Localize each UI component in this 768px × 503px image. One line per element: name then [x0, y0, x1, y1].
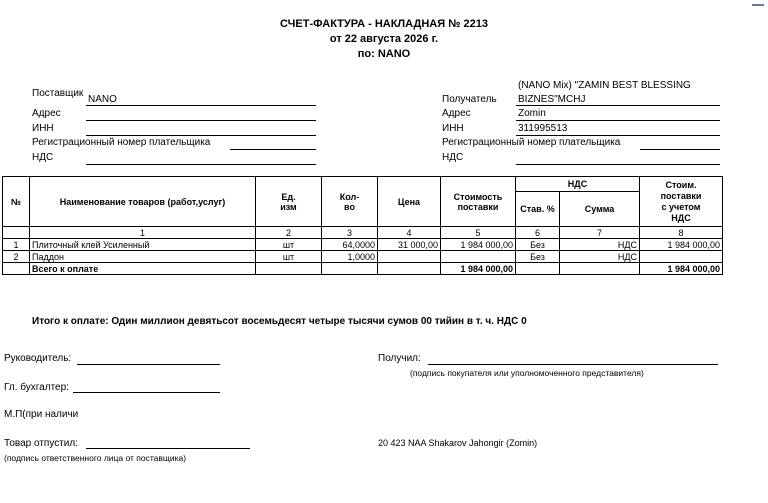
column-numbers-row	[3, 227, 723, 239]
recipient-vat-label: НДС	[442, 152, 464, 163]
row-cost: 1 984 000,00	[441, 239, 516, 251]
total-empty	[3, 263, 30, 275]
items-table	[2, 176, 723, 275]
recipient-name-line	[516, 105, 720, 106]
supplier-inn-line	[86, 135, 316, 136]
accountant-label: Гл. бухгалтер:	[4, 382, 69, 393]
stamp-label: М.П(при наличи	[4, 409, 79, 420]
row-name: Паддон	[30, 251, 256, 263]
header-price: Цена	[378, 177, 441, 227]
recipient-address-label: Адрес	[442, 108, 471, 119]
supplier-label: Поставщик	[32, 88, 84, 99]
colnum-1: 1	[30, 227, 256, 239]
released-signature-line	[86, 448, 250, 449]
supplier-inn-label: ИНН	[32, 123, 54, 134]
header-num: №	[3, 177, 30, 227]
header-cost-line2: поставки	[457, 201, 499, 212]
row-cost	[441, 251, 516, 263]
supplier-name-line	[86, 105, 316, 106]
receiver-name: 20 423 NAA Shakarov Jahongir (Zomin)	[378, 438, 538, 448]
total-empty	[322, 263, 378, 275]
row-vat-sum: НДС	[560, 251, 640, 263]
header-qty-line2: во	[344, 201, 355, 212]
header-unit-line1: Ед.	[281, 191, 296, 202]
colnum-empty	[3, 227, 30, 239]
header-vat: НДС	[516, 177, 640, 192]
row-vat-sum: НДС	[560, 239, 640, 251]
corner-mark	[752, 0, 764, 6]
received-note: (подпись покупателя или уполномоченного представителя)	[410, 368, 644, 378]
row-num: 2	[3, 251, 30, 263]
total-empty	[516, 263, 560, 275]
recipient-label: Получатель	[442, 94, 497, 105]
header-vat-rate: Став. %	[516, 192, 560, 227]
row-unit: шт	[256, 239, 322, 251]
colnum-5: 5	[441, 227, 516, 239]
invoice-for: по: NANO	[357, 48, 411, 60]
row-unit: шт	[256, 251, 322, 263]
header-total-line3: с учетом	[661, 201, 701, 212]
colnum-3: 3	[322, 227, 378, 239]
row-qty: 64,0000	[322, 239, 378, 251]
header-name: Наименование товаров (работ,услуг)	[30, 177, 256, 227]
total-empty	[378, 263, 441, 275]
colnum-8: 8	[640, 227, 723, 239]
director-signature-line	[77, 364, 220, 365]
supplier-vat-label: НДС	[32, 152, 54, 163]
recipient-name-line2: BIZNES"MCHJ	[518, 94, 586, 105]
header-total-line2: поставки	[660, 190, 702, 201]
total-in-words: Итого к оплате: Один миллион девятьсот восемьдесят четыре тысячи сумов 00 тийин в т. ч. НДС 0	[32, 316, 527, 327]
colnum-6: 6	[516, 227, 560, 239]
released-label: Товар отпустил:	[4, 438, 78, 449]
header-unit-line2: изм	[280, 201, 297, 212]
supplier-vat-line	[86, 164, 316, 165]
row-price: 31 000,00	[378, 239, 441, 251]
recipient-reg-line	[640, 149, 720, 150]
total-empty	[560, 263, 640, 275]
supplier-reg-label: Регистрационный номер плательщика	[32, 137, 211, 148]
header-total-line1: Стоим.	[665, 179, 697, 190]
recipient-vat-line	[516, 164, 720, 165]
header-qty	[322, 177, 378, 227]
released-note: (подпись ответственного лица от поставщика)	[4, 453, 187, 463]
recipient-name-line1: (NANO Mix) "ZAMIN BEST BLESSING	[518, 80, 691, 91]
table-row	[3, 251, 723, 263]
colnum-4: 4	[378, 227, 441, 239]
colnum-2: 2	[256, 227, 322, 239]
row-name: Плиточный клей Усиленный	[30, 239, 256, 251]
recipient-inn-line	[516, 135, 720, 136]
header-cost-line1: Стоимость	[453, 191, 503, 202]
header-unit	[256, 177, 322, 227]
row-vat-rate: Без	[516, 239, 560, 251]
table-header-row	[3, 177, 723, 192]
recipient-address: Zomin	[518, 108, 546, 119]
header-qty-line1: Кол-	[339, 191, 360, 202]
supplier-name: NANO	[88, 94, 117, 105]
total-sum: 1 984 000,00	[640, 263, 723, 275]
table-total-row	[3, 263, 723, 275]
recipient-inn: 311995513	[518, 123, 568, 134]
row-price	[378, 251, 441, 263]
supplier-address-label: Адрес	[32, 108, 61, 119]
table-row	[3, 239, 723, 251]
header-total-line4: НДС	[671, 212, 691, 223]
header-cost	[441, 177, 516, 227]
row-qty: 1,0000	[322, 251, 378, 263]
row-num: 1	[3, 239, 30, 251]
received-label: Получил:	[378, 353, 421, 364]
row-total	[640, 251, 723, 263]
supplier-reg-line	[230, 149, 316, 150]
director-label: Руководитель:	[4, 353, 72, 364]
recipient-reg-label: Регистрационный номер плательщика	[442, 137, 621, 148]
received-signature-line	[428, 364, 718, 365]
recipient-inn-label: ИНН	[442, 123, 464, 134]
invoice-title: СЧЕТ-ФАКТУРА - НАКЛАДНАЯ № 2213	[280, 18, 488, 30]
supplier-address-line	[86, 120, 316, 121]
recipient-address-line	[516, 120, 720, 121]
colnum-7: 7	[560, 227, 640, 239]
row-vat-rate: Без	[516, 251, 560, 263]
total-cost: 1 984 000,00	[441, 263, 516, 275]
total-empty	[256, 263, 322, 275]
total-label: Всего к оплате	[30, 263, 256, 275]
header-vat-sum: Сумма	[560, 192, 640, 227]
accountant-signature-line	[73, 392, 220, 393]
row-total: 1 984 000,00	[640, 239, 723, 251]
invoice-date: от 22 августа 2026 г.	[329, 33, 439, 45]
header-total	[640, 177, 723, 227]
